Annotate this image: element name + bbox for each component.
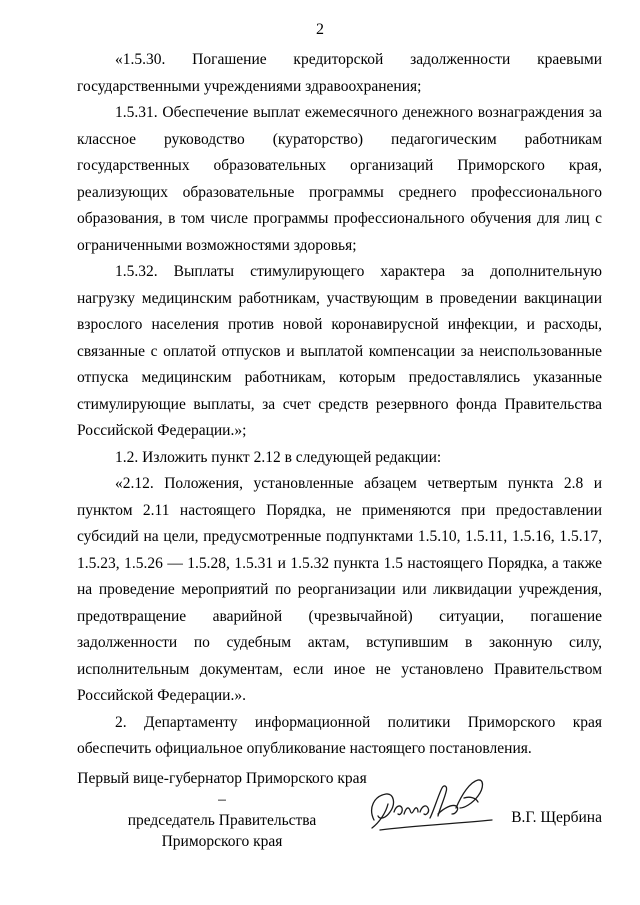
signature-block [77, 768, 602, 848]
paragraph-2: 2. Департаменту информационной политики Приморского края обеспечить официальное опубликование настоящего постановления. [77, 713, 602, 757]
signatory-title [77, 768, 367, 852]
signatory-title-line: председатель Правительства [127, 812, 317, 829]
paragraph-1-5-31: 1.5.31. Обеспечение выплат ежемесячного денежного вознаграждения за классное руководство (кураторство) педагогическим работникам государственных образовательных организаций Приморского края, реализующих образовательные программы среднего профессионального образования, в том числе программы профессионального обучения для лиц с ограниченными возможностями здоровья; [77, 104, 602, 254]
handwritten-signature [360, 768, 510, 840]
document-body [77, 47, 602, 763]
page-number: 2 [316, 21, 324, 38]
paragraph-2-12: «2.12. Положения, установленные абзацем четвертым пункта 2.8 и пунктом 2.11 настоящего Порядка, не применяются при предоставлении субсидий на цели, предусмотренные подпунктами 1.5.10, 1.5.11, 1.5.16, 1.5.17, 1.5.23, 1.5.26 — 1.5.28, 1.5.31 и 1.5.32 пункта 1.5 настоящего Порядка, а также на проведение мероприятий по реорганизации или ликвидации учреждения, предотвращение аварийной (чрезвычайной) ситуации, погашение задолженности по судебным актам, вступившим в законную силу, исполнительным документам, если иное не установлено Правительством Российской Федерации.». [77, 475, 602, 704]
paragraph-1-5-30: «1.5.30. Погашение кредиторской задолженности краевыми государственными учреждениями здравоохранения; [77, 51, 602, 95]
signatory-name: В.Г. Щербина [511, 809, 602, 826]
paragraph-1-5-32: 1.5.32. Выплаты стимулирующего характера за дополнительную нагрузку медицинским работникам, участвующим в проведении вакцинации взрослого населения против новой коронавирусной инфекции, и расходы, связанные с оплатой отпусков и выплатой компенсации за неиспользованные отпуска медицинским работникам, которым предоставлялись указанные стимулирующие выплаты, за счет средств резервного фонда Правительства Российской Федерации.»; [77, 263, 602, 439]
signatory-title-line: Приморского края [161, 833, 283, 850]
paragraph-1-2: 1.2. Изложить пункт 2.12 в следующей редакции: [115, 448, 442, 466]
signatory-title-line: Первый вице-губернатор Приморского края – [77, 770, 367, 808]
